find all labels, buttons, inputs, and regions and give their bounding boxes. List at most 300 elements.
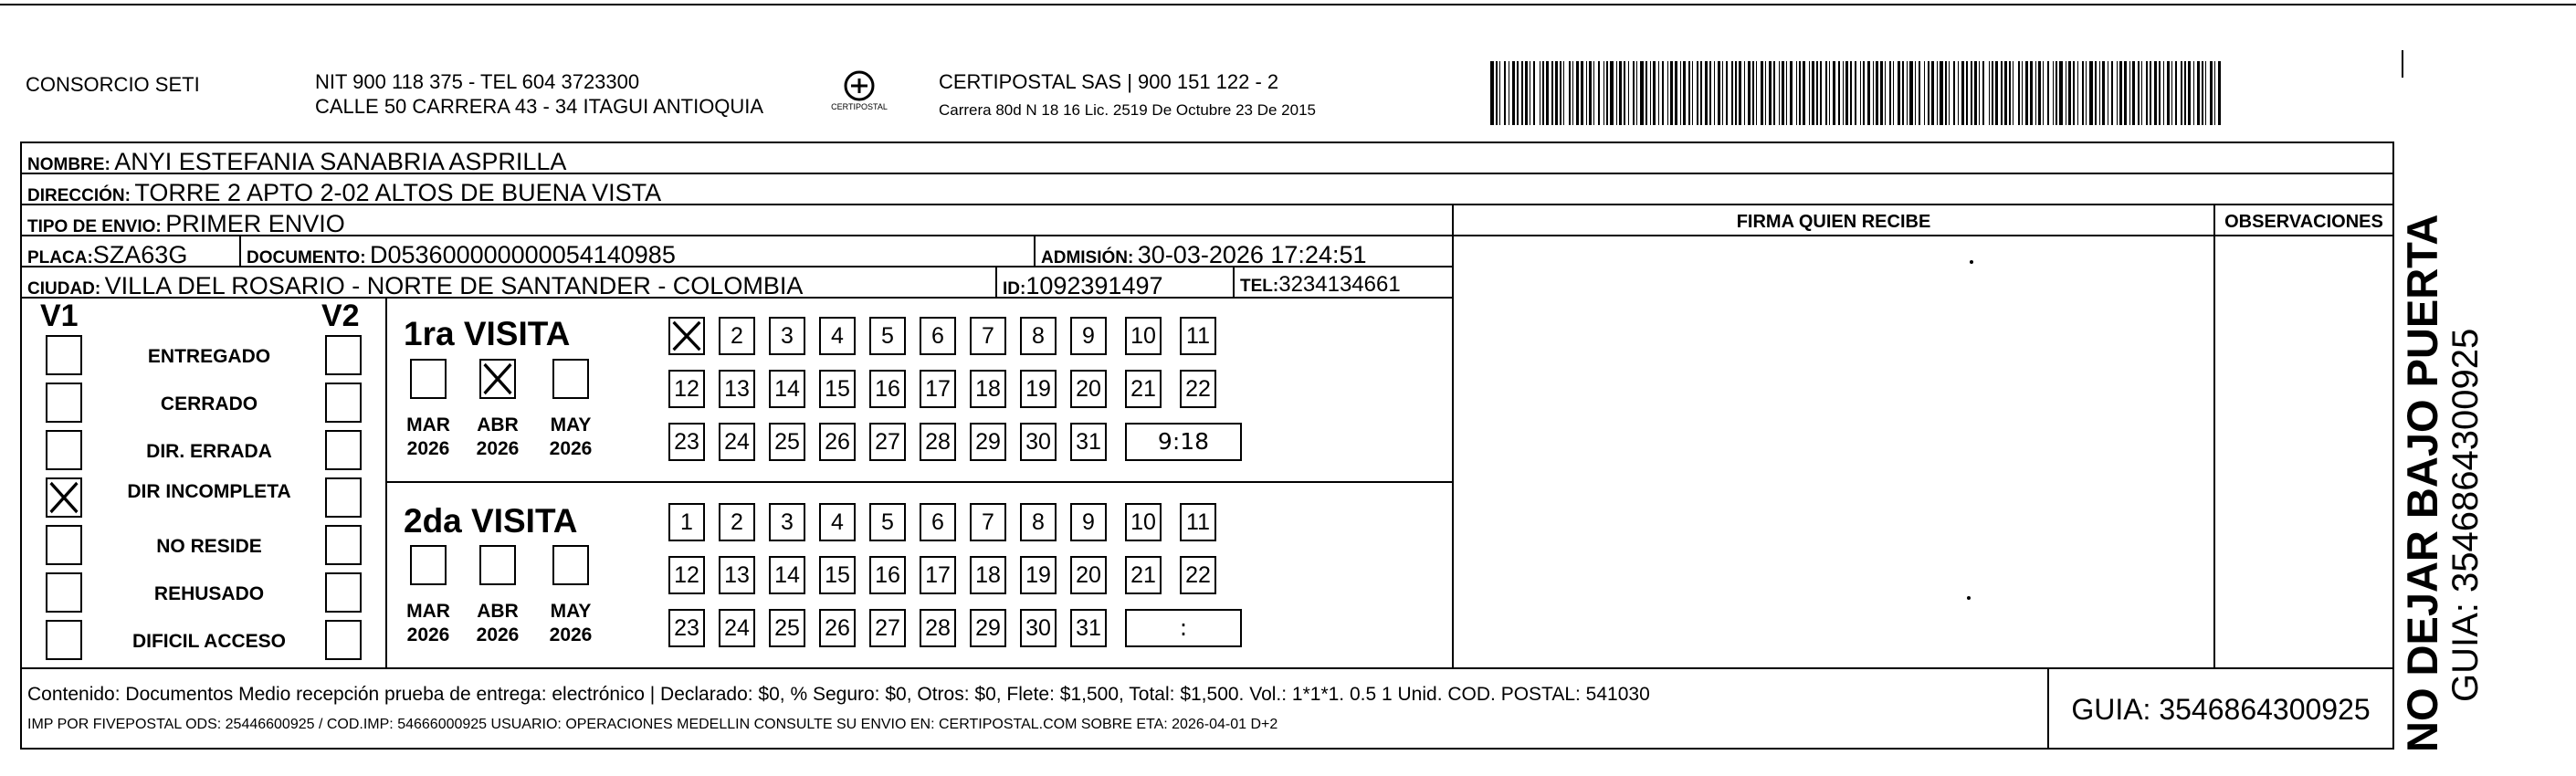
v1-checkbox[interactable]: [46, 430, 82, 470]
barcode-bar: [1979, 61, 1980, 125]
barcode-bar: [1697, 61, 1698, 125]
direccion-value: TORRE 2 APTO 2-02 ALTOS DE BUENA VISTA: [134, 179, 662, 205]
barcode-bar: [2089, 61, 2093, 125]
ciudad-value: VILLA DEL ROSARIO - NORTE DE SANTANDER - COLOMBIA: [104, 272, 804, 299]
visit2-month-label: [539, 600, 603, 647]
x-mark: [47, 479, 80, 516]
barcode-bar: [1735, 61, 1737, 125]
visit1-day-box[interactable]: 18: [970, 370, 1006, 408]
barcode-bar: [1880, 61, 1883, 125]
barcode-bar: [1898, 61, 1900, 125]
visit2-day-box[interactable]: 20: [1070, 556, 1107, 594]
visit2-day-box[interactable]: 2: [719, 503, 755, 541]
barcode-bar: [1949, 61, 1950, 125]
barcode-bar: [2138, 61, 2140, 125]
id-label: ID:: [1003, 279, 1026, 299]
barcode-bar: [1748, 61, 1751, 125]
v2-checkbox[interactable]: [325, 525, 362, 565]
visit1-day-box[interactable]: 25: [769, 423, 805, 461]
barcode-bar: [2218, 61, 2221, 125]
footer-guia: [2047, 667, 2394, 750]
barcode-bar: [2132, 61, 2135, 125]
barcode-bar: [2210, 61, 2213, 125]
barcode-bar: [2038, 61, 2041, 125]
visit1-day-box[interactable]: 23: [668, 423, 705, 461]
barcode-bar: [2141, 61, 2142, 125]
barcode-bar: [1525, 61, 1528, 125]
barcode-bar: [1863, 61, 1865, 125]
barcode-bar: [1786, 61, 1787, 125]
barcode-bar: [1931, 61, 1934, 125]
barcode-bar: [2124, 61, 2127, 125]
month-name: ABR: [477, 414, 519, 435]
nombre-row: [20, 142, 2394, 174]
barcode-bar: [1512, 61, 1515, 125]
barcode-bar: [2059, 61, 2063, 125]
visit1-day-box[interactable]: 22: [1180, 370, 1216, 408]
visit-divider: [385, 481, 1454, 483]
barcode-bar: [1937, 61, 1938, 125]
visit2-day-box[interactable]: 24: [719, 609, 755, 647]
visit2-day-box[interactable]: 14: [769, 556, 805, 594]
nombre-value: ANYI ESTEFANIA SANABRIA ASPRILLA: [114, 148, 567, 174]
barcode-bar: [1563, 61, 1564, 125]
barcode-bar: [1675, 61, 1677, 125]
status-label: DIFICIL ACCESO: [131, 631, 286, 652]
barcode-bar: [1782, 61, 1784, 125]
top-rule: [0, 4, 2576, 5]
barcode-bar: [1961, 61, 1964, 125]
barcode-bar: [1499, 61, 1500, 125]
barcode-bar: [2025, 61, 2028, 125]
stray-dot: [1967, 596, 1971, 600]
month-year: 2026: [549, 438, 593, 459]
month-year: 2026: [476, 438, 520, 459]
barcode-bar: [1700, 61, 1702, 125]
v1-checkbox[interactable]: [46, 572, 82, 613]
visit1-day-box[interactable]: 9: [1070, 317, 1107, 355]
visit1-day-box[interactable]: 5: [869, 317, 906, 355]
visit2-day-box[interactable]: 6: [920, 503, 956, 541]
barcode-bar: [2188, 61, 2191, 125]
month-name: MAR: [406, 414, 450, 435]
barcode-bar: [1714, 61, 1715, 125]
barcode-bar: [1838, 61, 1840, 125]
barcode-bar: [1504, 61, 1506, 125]
visit1-month-label: [539, 414, 603, 461]
barcode-bar: [1790, 61, 1793, 125]
barcode-bar: [1726, 61, 1728, 125]
v2-checkbox[interactable]: [325, 335, 362, 375]
barcode-bar: [1966, 61, 1968, 125]
side-notice: [2400, 215, 2486, 752]
visit2-day-box[interactable]: 7: [970, 503, 1006, 541]
placa-label: PLACA:: [27, 248, 93, 267]
v1-checkbox[interactable]: [46, 335, 82, 375]
tipo-label: TIPO DE ENVIO:: [27, 217, 162, 236]
visit1-day-box[interactable]: 19: [1020, 370, 1057, 408]
barcode-bar: [1576, 61, 1579, 125]
barcode-bar: [1598, 61, 1600, 125]
visit2-month-checkbox[interactable]: [552, 545, 589, 585]
barcode-bar: [2167, 61, 2170, 125]
barcode-bar: [1803, 61, 1805, 125]
barcode-bar: [1769, 61, 1772, 125]
barcode-bar: [1860, 61, 1861, 125]
barcode-bar: [2205, 61, 2206, 125]
barcode-bar: [1662, 61, 1664, 125]
barcode-bar: [1845, 61, 1848, 125]
barcode-bar: [1773, 61, 1775, 125]
company-address: CALLE 50 CARRERA 43 - 34 ITAGUI ANTIOQUIA: [315, 95, 764, 118]
status-label: CERRADO: [160, 393, 258, 414]
visit1-day-box[interactable]: 30: [1020, 423, 1057, 461]
barcode-bar: [2043, 61, 2044, 125]
id-cell: [995, 266, 1235, 299]
barcode-bar: [1893, 61, 1894, 125]
barcode-bar: [1989, 61, 1990, 125]
visit2-day-box[interactable]: 17: [920, 556, 956, 594]
barcode-bar: [2004, 61, 2007, 125]
barcode-bar: [1722, 61, 1723, 125]
v1-checkbox[interactable]: [46, 477, 82, 518]
visit1-day-box[interactable]: 6: [920, 317, 956, 355]
visit1-title: 1ra VISITA: [404, 315, 571, 352]
barcode-bar: [1876, 61, 1878, 125]
v2-checkbox[interactable]: [325, 477, 362, 518]
barcode-bar: [1902, 61, 1904, 125]
barcode-bar: [1718, 61, 1720, 125]
stray-dot: [1970, 260, 1973, 264]
visit2-day-box[interactable]: 31: [1070, 609, 1107, 647]
x-mark: [481, 361, 514, 397]
barcode-bar: [1995, 61, 1998, 125]
barcode-bar: [2068, 61, 2071, 125]
barcode-bar: [1756, 61, 1757, 125]
month-year: 2026: [549, 624, 593, 645]
barcode-bar: [2086, 61, 2087, 125]
visit2-month-label: [396, 600, 460, 647]
barcode-bar: [2119, 61, 2122, 125]
visit2-day-box[interactable]: 13: [719, 556, 755, 594]
barcode-bar: [2030, 61, 2033, 125]
side-guia: GUIA: 3546864300925: [2445, 328, 2486, 702]
barcode-bar: [1867, 61, 1870, 125]
visit1-day-box[interactable]: 7: [970, 317, 1006, 355]
barcode-bar: [1667, 61, 1668, 125]
barcode-bar: [2129, 61, 2130, 125]
visit2-day-box[interactable]: 27: [869, 609, 906, 647]
barcode-bar: [1829, 61, 1830, 125]
barcode-bar: [1589, 61, 1592, 125]
direccion-label: DIRECCIÓN:: [27, 186, 131, 205]
barcode: [1490, 61, 2219, 125]
barcode-bar: [1731, 61, 1733, 125]
status-label: DIR. ERRADA: [146, 441, 272, 462]
x-mark: [670, 319, 703, 353]
barcode-bar: [1688, 61, 1690, 125]
barcode-bar: [1603, 61, 1604, 125]
barcode-bar: [1940, 61, 1943, 125]
visit2-day-box[interactable]: 18: [970, 556, 1006, 594]
barcode-bar: [1919, 61, 1920, 125]
month-name: MAR: [406, 601, 450, 622]
visit2-day-box[interactable]: 25: [769, 609, 805, 647]
visit2-time-box[interactable]: :: [1125, 609, 1242, 647]
barcode-bar: [2001, 61, 2003, 125]
status-divider: [385, 297, 387, 669]
visit2-day-box[interactable]: 10: [1125, 503, 1162, 541]
barcode-bar: [1670, 61, 1673, 125]
barcode-bar: [1610, 61, 1614, 125]
barcode-bar: [1581, 61, 1583, 125]
visit2-month-checkbox[interactable]: [479, 545, 516, 585]
visit2-day-box[interactable]: 26: [819, 609, 856, 647]
footer-line2: IMP POR FIVEPOSTAL ODS: 25446600925 / COD.IMP: 54666000925 USUARIO: OPERACIONES MEDELLIN CONSULTE SU ENVIO EN: CERTIPOSTAL.COM SOBRE ETA: 2026-04-01 D+2: [27, 717, 1278, 732]
barcode-bar: [1636, 61, 1637, 125]
barcode-bar: [1809, 61, 1810, 125]
barcode-bar: [1683, 61, 1686, 125]
barcode-bar: [1974, 61, 1977, 125]
month-name: ABR: [477, 601, 519, 622]
v2-checkbox[interactable]: [325, 620, 362, 660]
visit1-day-box[interactable]: 15: [819, 370, 856, 408]
direccion-row: [20, 173, 2394, 205]
barcode-bar: [2102, 61, 2105, 125]
barcode-bar: [1761, 61, 1763, 125]
firma-header: [1452, 204, 2215, 236]
visit1-month-checkbox[interactable]: [479, 359, 516, 399]
visit1-day-box[interactable]: 4: [819, 317, 856, 355]
tel-value: 3234134661: [1278, 272, 1401, 297]
visit1-day-box[interactable]: 16: [869, 370, 906, 408]
barcode-bar: [1820, 61, 1822, 125]
barcode-bar: [1843, 61, 1844, 125]
nombre-label: NOMBRE:: [27, 155, 110, 174]
barcode-bar: [1619, 61, 1622, 125]
status-label: ENTREGADO: [147, 346, 271, 367]
barcode-bar: [2117, 61, 2118, 125]
barcode-bar: [1624, 61, 1625, 125]
visit2-title: 2da VISITA: [404, 502, 578, 540]
visit1-day-box[interactable]: 24: [719, 423, 755, 461]
admision-cell: [1034, 235, 1454, 267]
firma-area: [1452, 235, 2215, 669]
barcode-bar: [1692, 61, 1693, 125]
placa-cell: [20, 235, 241, 267]
barcode-bar: [2095, 61, 2097, 125]
barcode-bar: [1915, 61, 1916, 125]
barcode-bar: [1971, 61, 1972, 125]
barcode-bar: [1953, 61, 1955, 125]
visit1-day-box[interactable]: 14: [769, 370, 805, 408]
barcode-bar: [1812, 61, 1814, 125]
visit1-day-box[interactable]: 28: [920, 423, 956, 461]
barcode-bar: [2171, 61, 2172, 125]
v2-checkbox[interactable]: [325, 383, 362, 423]
nit-phone: NIT 900 118 375 - TEL 604 3723300: [315, 70, 640, 93]
visit2-day-box[interactable]: 1: [668, 503, 705, 541]
visit1-time-box[interactable]: 9:18: [1125, 423, 1242, 461]
barcode-bar: [1569, 61, 1571, 125]
visit2-day-box[interactable]: 9: [1070, 503, 1107, 541]
tipo-value: PRIMER ENVIO: [165, 210, 345, 236]
barcode-bar: [1799, 61, 1801, 125]
barcode-bar: [2202, 61, 2203, 125]
barcode-bar: [1833, 61, 1835, 125]
ciudad-cell: [20, 266, 997, 299]
visit1-day-box[interactable]: 2: [719, 317, 755, 355]
barcode-bar: [1521, 61, 1523, 125]
visit1-day-box[interactable]: 29: [970, 423, 1006, 461]
barcode-bar: [2181, 61, 2182, 125]
visit2-day-box[interactable]: 30: [1020, 609, 1057, 647]
certipostal-license: Carrera 80d N 18 16 Lic. 2519 De Octubre 23 De 2015: [939, 101, 1316, 119]
v1-checkbox[interactable]: [46, 525, 82, 565]
tel-label: TEL:: [1240, 277, 1279, 296]
barcode-bar: [1653, 61, 1656, 125]
visit1-day-box[interactable]: 11: [1180, 317, 1216, 355]
visit1-day-box[interactable]: 13: [719, 370, 755, 408]
visit2-day-box[interactable]: 16: [869, 556, 906, 594]
visit2-day-box[interactable]: 29: [970, 609, 1006, 647]
visit1-day-box[interactable]: 26: [819, 423, 856, 461]
visit1-day-box[interactable]: 20: [1070, 370, 1107, 408]
visit2-month-label: [466, 600, 530, 647]
barcode-bar: [1825, 61, 1827, 125]
barcode-bar: [1924, 61, 1925, 125]
visit2-day-box[interactable]: 4: [819, 503, 856, 541]
barcode-bar: [2163, 61, 2164, 125]
observaciones-header: [2213, 204, 2394, 236]
barcode-bar: [1517, 61, 1519, 125]
visit2-day-box[interactable]: 22: [1180, 556, 1216, 594]
barcode-bar: [1744, 61, 1745, 125]
barcode-bar: [1633, 61, 1635, 125]
visit2-day-box[interactable]: 23: [668, 609, 705, 647]
barcode-bar: [1551, 61, 1553, 125]
visit1-day-box[interactable]: 10: [1125, 317, 1162, 355]
barcode-bar: [1796, 61, 1797, 125]
visit1-day-box[interactable]: 17: [920, 370, 956, 408]
barcode-bar: [1907, 61, 1908, 125]
barcode-bar: [1982, 61, 1984, 125]
visit2-day-box[interactable]: 8: [1020, 503, 1057, 541]
barcode-bar: [2146, 61, 2148, 125]
barcode-bar: [1816, 61, 1818, 125]
barcode-bar: [1593, 61, 1594, 125]
barcode-bar: [2009, 61, 2011, 125]
visit1-day-box[interactable]: 8: [1020, 317, 1057, 355]
month-year: 2026: [476, 624, 520, 645]
status-label: NO RESIDE: [156, 536, 262, 557]
placa-value: SZA63G: [92, 241, 188, 267]
visit2-day-box[interactable]: 21: [1125, 556, 1162, 594]
visit1-day-box[interactable]: 31: [1070, 423, 1107, 461]
barcode-bar: [2193, 61, 2194, 125]
v1-checkbox[interactable]: [46, 620, 82, 660]
barcode-bar: [2073, 61, 2075, 125]
month-year: 2026: [406, 438, 450, 459]
barcode-bar: [1958, 61, 1959, 125]
barcode-bar: [1572, 61, 1573, 125]
barcode-bar: [2035, 61, 2036, 125]
barcode-bar: [1992, 61, 1993, 125]
barcode-bar: [1680, 61, 1681, 125]
visit1-day-box[interactable]: 3: [769, 317, 805, 355]
id-value: 1092391497: [1025, 272, 1163, 299]
barcode-bar: [1873, 61, 1874, 125]
barcode-bar: [2150, 61, 2151, 125]
barcode-bar: [1650, 61, 1651, 125]
barcode-bar: [1555, 61, 1558, 125]
barcode-bar: [1928, 61, 1929, 125]
barcode-bar: [1542, 61, 1544, 125]
certipostal-title: CERTIPOSTAL SAS | 900 151 122 - 2: [939, 70, 1279, 93]
barcode-bar: [2082, 61, 2084, 125]
visit1-day-box[interactable]: 21: [1125, 370, 1162, 408]
certipostal-logo: [818, 66, 900, 121]
barcode-bar: [2111, 61, 2113, 125]
barcode-bar: [2175, 61, 2177, 125]
visit1-day-box[interactable]: 12: [668, 370, 705, 408]
visit2-day-box[interactable]: 3: [769, 503, 805, 541]
barcode-bar: [1752, 61, 1754, 125]
month-name: MAY: [550, 414, 592, 435]
visit1-day-box[interactable]: [668, 317, 705, 355]
admision-value: 30-03-2026 17:24:51: [1137, 241, 1367, 267]
visit2-day-box[interactable]: 15: [819, 556, 856, 594]
barcode-bar: [1709, 61, 1711, 125]
barcode-bar: [1628, 61, 1629, 125]
barcode-bar: [1496, 61, 1498, 125]
barcode-bar: [1909, 61, 1913, 125]
side-big-text: NO DEJAR BAJO PUERTA: [2398, 214, 2446, 752]
footer-info: [20, 667, 2049, 750]
v2-checkbox[interactable]: [325, 572, 362, 613]
firma-label: FIRMA QUIEN RECIBE: [1736, 212, 1931, 232]
delivery-form: [20, 142, 2394, 750]
visit2-month-checkbox[interactable]: [410, 545, 447, 585]
month-name: MAY: [550, 601, 592, 622]
visit2-day-box[interactable]: 12: [668, 556, 705, 594]
documento-label: DOCUMENTO:: [247, 248, 366, 267]
footer-guia-value: GUIA: 3546864300925: [2071, 693, 2371, 726]
observaciones-area: [2213, 235, 2394, 669]
v2-checkbox[interactable]: [325, 430, 362, 470]
tel-cell: [1233, 266, 1454, 299]
visit2-day-box[interactable]: 5: [869, 503, 906, 541]
visit2-day-box[interactable]: 28: [920, 609, 956, 647]
barcode-bar: [2047, 61, 2049, 125]
barcode-bar: [2154, 61, 2157, 125]
barcode-bar: [1490, 61, 1494, 125]
visit1-month-label: [466, 414, 530, 461]
visit1-month-checkbox[interactable]: [552, 359, 589, 399]
barcode-bar: [1739, 61, 1741, 125]
visit1-day-box[interactable]: 27: [869, 423, 906, 461]
v1-checkbox[interactable]: [46, 383, 82, 423]
barcode-bar: [1779, 61, 1780, 125]
visit2-day-box[interactable]: 11: [1180, 503, 1216, 541]
right-edge-tick: [2402, 50, 2403, 78]
barcode-bar: [2184, 61, 2186, 125]
visit1-month-checkbox[interactable]: [410, 359, 447, 399]
barcode-bar: [1945, 61, 1947, 125]
documento-value: D053600000000054140985: [370, 241, 676, 267]
visit2-day-box[interactable]: 19: [1020, 556, 1057, 594]
barcode-bar: [2053, 61, 2054, 125]
